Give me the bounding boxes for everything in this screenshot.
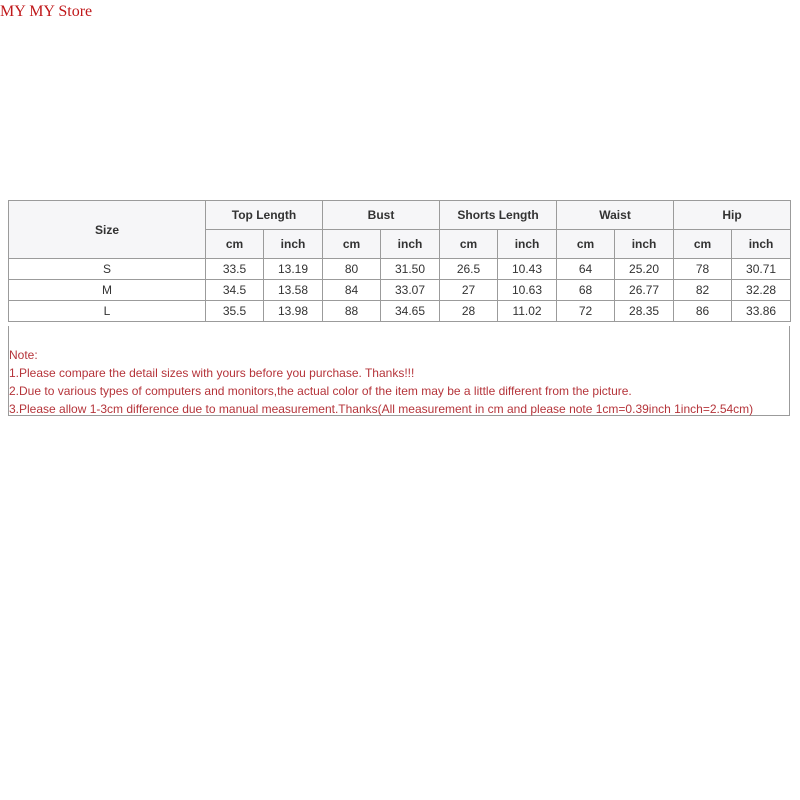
value-cell: 84 (323, 280, 381, 301)
unit-header: cm (440, 230, 498, 259)
table-row (9, 259, 791, 280)
note-line: 3.Please allow 1-3cm difference due to manual measurement.Thanks(All measurement in cm and please note 1cm=0.39inch 1inch=2.54cm) (9, 402, 754, 416)
value-cell: 78 (674, 259, 732, 280)
unit-header: cm (206, 230, 264, 259)
group-header-top-length: Top Length (206, 201, 323, 230)
note-line: 1.Please compare the detail sizes with yours before you purchase. Thanks!!! (9, 366, 415, 380)
value-cell: 34.5 (206, 280, 264, 301)
value-cell: 10.43 (498, 259, 557, 280)
group-header-row (9, 201, 791, 230)
value-cell: 33.07 (381, 280, 440, 301)
value-cell: 26.5 (440, 259, 498, 280)
value-cell: 72 (557, 301, 615, 322)
value-cell: 82 (674, 280, 732, 301)
table-row (9, 280, 791, 301)
size-column-header: Size (9, 201, 206, 259)
note-line: 2.Due to various types of computers and monitors,the actual color of the item may be a little different from the picture. (9, 384, 632, 398)
group-header-shorts-length: Shorts Length (440, 201, 557, 230)
unit-header: inch (732, 230, 791, 259)
value-cell: 30.71 (732, 259, 791, 280)
size-cell: S (9, 259, 206, 280)
unit-header: cm (674, 230, 732, 259)
unit-header: inch (615, 230, 674, 259)
store-name: MY MY Store (0, 3, 93, 20)
note-title: Note: (9, 348, 38, 362)
value-cell: 34.65 (381, 301, 440, 322)
value-cell: 25.20 (615, 259, 674, 280)
group-header-hip: Hip (674, 201, 791, 230)
unit-header: inch (264, 230, 323, 259)
value-cell: 33.5 (206, 259, 264, 280)
group-header-waist: Waist (557, 201, 674, 230)
value-cell: 80 (323, 259, 381, 280)
value-cell: 10.63 (498, 280, 557, 301)
size-cell: L (9, 301, 206, 322)
unit-header: inch (381, 230, 440, 259)
size-cell: M (9, 280, 206, 301)
value-cell: 68 (557, 280, 615, 301)
value-cell: 13.58 (264, 280, 323, 301)
value-cell: 33.86 (732, 301, 791, 322)
value-cell: 86 (674, 301, 732, 322)
value-cell: 28 (440, 301, 498, 322)
value-cell: 28.35 (615, 301, 674, 322)
size-chart-table (8, 200, 791, 322)
unit-header: cm (557, 230, 615, 259)
value-cell: 31.50 (381, 259, 440, 280)
value-cell: 88 (323, 301, 381, 322)
notes-box (8, 326, 790, 416)
group-header-bust: Bust (323, 201, 440, 230)
unit-header: cm (323, 230, 381, 259)
value-cell: 11.02 (498, 301, 557, 322)
value-cell: 64 (557, 259, 615, 280)
value-cell: 32.28 (732, 280, 791, 301)
value-cell: 13.98 (264, 301, 323, 322)
table-row (9, 301, 791, 322)
value-cell: 26.77 (615, 280, 674, 301)
value-cell: 13.19 (264, 259, 323, 280)
unit-header: inch (498, 230, 557, 259)
value-cell: 27 (440, 280, 498, 301)
value-cell: 35.5 (206, 301, 264, 322)
